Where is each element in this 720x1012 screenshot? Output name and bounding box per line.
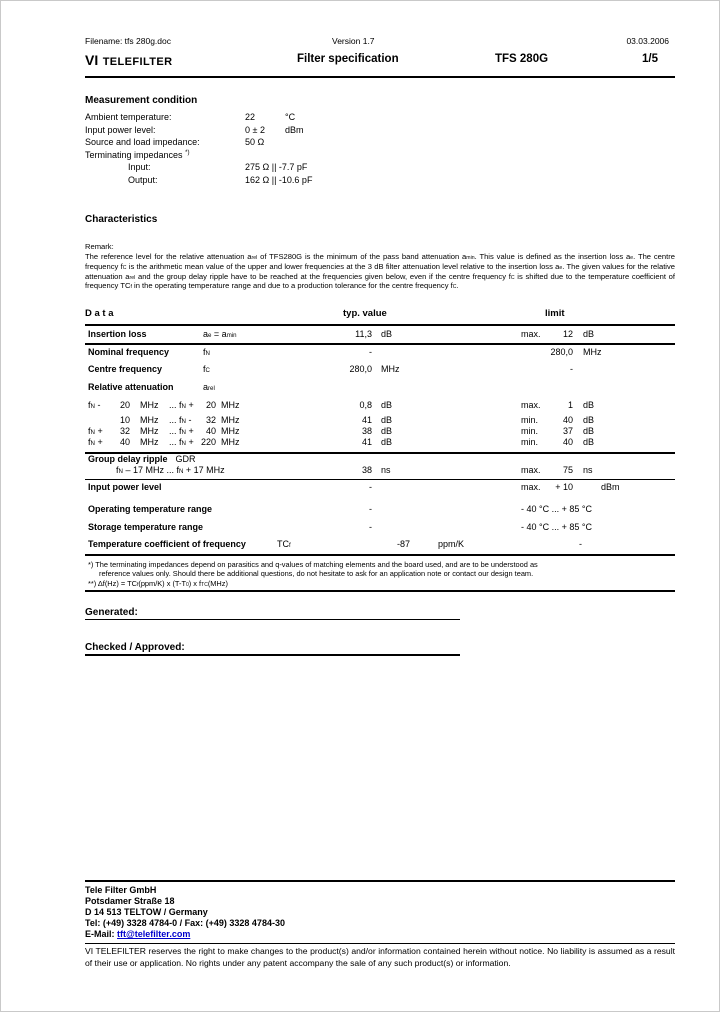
row-label: Ambient temperature:: [85, 112, 172, 122]
brand-name-text: TELEFILTER: [102, 56, 173, 68]
typ-value: 41: [361, 415, 372, 425]
limit-unit: dB: [583, 426, 595, 436]
range-unit1: MHz: [140, 426, 159, 436]
limit-unit: dB: [583, 329, 595, 339]
limit-prefix: max.: [521, 482, 541, 492]
characteristics-section: [85, 214, 675, 291]
brand-vi-text: VI: [85, 52, 99, 68]
limit-unit: MHz: [583, 347, 602, 357]
table-row-operating-temperature: [85, 504, 675, 515]
range-prefix: $f_N$ -: [88, 400, 101, 410]
range-unit1: MHz: [140, 437, 159, 447]
limit-value: 40: [562, 437, 573, 447]
document-title: Filter specification: [297, 53, 399, 65]
row-unit: dBm: [285, 124, 304, 135]
range-mid: ... $f_N$ +: [169, 400, 194, 410]
table-row-attenuation-range: [85, 400, 675, 411]
disclaimer-text: VI TELEFILTER reserves the right to make changes to the product(s) and/or information contained herein without notice. No liability is assumed as a result of their use or application. No rights under any patent accompany the sale of any such product(s) or information.: [85, 946, 675, 968]
row-value: 0 ± 2: [245, 124, 265, 135]
table-row-attenuation-range: [85, 437, 675, 448]
row-label: Input power level:: [85, 124, 156, 135]
typ-unit: dB: [381, 400, 393, 410]
range-prefix: $f_N$ +: [88, 437, 103, 447]
limit-value: - 40 °C ... + 85 °C: [521, 504, 592, 514]
checked-signature-line: [85, 654, 460, 656]
limit-value: 75: [562, 464, 573, 475]
row-value: 162 Ω || -10.6 pF: [245, 174, 313, 185]
limit-value: 37: [562, 426, 573, 436]
row-symbol: $f_C$: [203, 364, 210, 374]
row-label: Input power level: [88, 482, 162, 492]
typ-unit: dB: [381, 329, 393, 339]
table-row-centre-frequency: [85, 364, 675, 375]
range-unit1: MHz: [140, 415, 159, 425]
limit-unit: dB: [583, 415, 595, 425]
table-header-row: [85, 308, 675, 320]
col-header-limit: limit: [545, 308, 565, 319]
checked-approved-label: Checked / Approved:: [85, 642, 185, 654]
row-label: Relative attenuation: [88, 382, 174, 392]
measurement-row: [85, 111, 675, 124]
typ-unit: [372, 347, 521, 358]
typ-unit: ns: [381, 464, 391, 475]
row-label: Storage temperature range: [88, 522, 204, 532]
table-row-attenuation-range: [85, 426, 675, 437]
footnote-mark: *): [185, 148, 190, 156]
limit-prefix: max.: [521, 464, 541, 475]
range-mid: ... $f_N$ -: [169, 415, 192, 425]
table-rule: [85, 324, 675, 326]
typ-value: -: [369, 504, 372, 514]
measurement-row: [85, 124, 675, 137]
row-label: Output:: [128, 174, 158, 185]
limit-value: + 10: [555, 482, 573, 492]
typ-value: 38: [361, 464, 372, 475]
limit-value: -: [570, 364, 573, 374]
limit-unit: ns: [583, 464, 593, 475]
table-row-gdr-range: [85, 465, 675, 476]
range-unit2: MHz: [221, 415, 240, 425]
company-name: Tele Filter GmbH: [85, 884, 157, 895]
row-label: Operating temperature range: [88, 504, 213, 514]
measurement-row: [85, 136, 675, 149]
row-label: Input:: [128, 162, 151, 172]
limit-value: -: [579, 539, 582, 549]
page-number: 1/5: [642, 53, 658, 65]
header-divider: [85, 76, 675, 78]
typ-value: -: [369, 347, 372, 357]
typ-value: -87: [396, 539, 410, 549]
footnote-block: [85, 560, 675, 589]
table-row-insertion-loss: [85, 329, 675, 340]
row-symbol: $a_{rel}$: [203, 382, 215, 392]
typ-unit: ppm/K: [438, 539, 465, 549]
limit-prefix: [521, 347, 549, 358]
generated-label: Generated:: [85, 606, 138, 618]
range-freq2: 220: [200, 437, 216, 447]
filename-text: Filename: tfs 280g.doc: [85, 36, 171, 46]
row-symbol: $TC_f$: [277, 539, 291, 549]
typ-unit: dB: [381, 415, 393, 425]
typ-value: 38: [361, 426, 372, 436]
limit-value: 40: [562, 415, 573, 425]
table-row-attenuation-range: [85, 415, 675, 426]
range-prefix: $f_N$ +: [88, 426, 103, 436]
range-unit2: MHz: [221, 437, 240, 447]
row-label: Insertion loss: [88, 329, 147, 339]
measurement-subrow: [85, 174, 675, 187]
typ-value: 0,8: [359, 400, 372, 410]
col-header-typ: typ. value: [343, 308, 387, 319]
measurement-condition-section: [85, 95, 675, 186]
generated-signature-line: [85, 619, 460, 621]
limit-unit: dBm: [601, 482, 620, 492]
table-row-storage-temperature: [85, 522, 675, 533]
company-street: Potsdamer Straße 18: [85, 895, 175, 906]
brand-logo: [85, 52, 172, 69]
row-label: Temperature coefficient of frequency: [88, 539, 246, 549]
range-expression: $f_N - 17$ MHz ... $f_N + 17$ MHz: [116, 464, 225, 475]
email-label: E-Mail:: [85, 929, 115, 940]
limit-prefix: min.: [521, 415, 539, 425]
range-freq2: 32: [205, 415, 216, 425]
table-row-nominal-frequency: [85, 347, 675, 358]
row-label: Group delay ripple GDR: [88, 453, 196, 464]
table-row-relative-attenuation: [85, 382, 675, 393]
limit-value: 1: [567, 400, 573, 410]
row-label: Source and load impedance:: [85, 137, 200, 147]
limit-unit: dB: [583, 437, 595, 447]
table-rule: [85, 554, 675, 556]
footnote-rule: [85, 590, 675, 592]
table-row-group-delay-ripple: [85, 454, 675, 465]
row-unit: °C: [285, 112, 296, 122]
range-freq2: 20: [205, 400, 216, 410]
company-phone: Tel: (+49) 3328 4784-0 / Fax: (+49) 3328 4784-30: [85, 918, 285, 929]
limit-unit: dB: [583, 400, 595, 410]
table-rule: [85, 343, 675, 345]
footer-top-rule: [85, 880, 675, 882]
typ-unit: MHz: [381, 364, 400, 374]
part-number: TFS 280G: [495, 53, 549, 65]
range-prefix: [88, 415, 118, 426]
email-link[interactable]: tft@telefilter.com: [117, 929, 191, 940]
range-mid: ... $f_N$ +: [169, 437, 194, 447]
range-freq2: 40: [205, 426, 216, 436]
range-unit2: MHz: [221, 426, 240, 436]
table-row-tcf: [85, 539, 675, 550]
row-symbol: GDR: [175, 453, 196, 464]
col-header-data: D a t a: [85, 308, 114, 319]
typ-value: 11,3: [355, 329, 372, 339]
limit-value: 280,0: [550, 347, 573, 357]
range-freq1: 20: [119, 400, 130, 410]
page-footer: [85, 880, 675, 969]
limit-prefix: max.: [521, 329, 541, 339]
page-header: [85, 36, 675, 78]
table-row-input-power: [85, 482, 675, 493]
footnote-formula: **) $\Delta f(Hz) = TC_f(ppm/K)$ x $(T-T_0)$ x $f_{TC}(MHz)$: [88, 578, 228, 588]
measurement-subrow: [85, 161, 675, 174]
limit-value: - 40 °C ... + 85 °C: [521, 522, 592, 532]
footnote-line: *) The terminating impedances depend on parasitics and q-values of matching elements and the board used, and are to be understood as: [88, 559, 538, 569]
row-label: Terminating impedances *): [85, 148, 190, 160]
data-table: [85, 308, 675, 656]
row-symbol: $a_e = a_{min}$: [203, 329, 237, 339]
row-value: 22: [245, 112, 256, 122]
range-freq1: 40: [119, 437, 130, 447]
range-unit1: MHz: [140, 400, 159, 410]
range-freq1: 10: [119, 415, 130, 425]
typ-value: -: [369, 522, 372, 532]
row-value: 50 Ω: [245, 137, 265, 147]
company-city: D 14 513 TELTOW / Germany: [85, 906, 208, 917]
footnote-line: reference values only. Should there be additional questions, do not hesitate to ask for an application note or contact our design team.: [99, 569, 534, 579]
remark-paragraph: The reference level for the relative attenuation $a_{rel}$ of TFS280G is the minimum of the pass band attenuation $a_{min}$. This value is defined as the insertion loss $a_e$. The centre frequency $f_C$ is the arithmetic mean value of the upper and lower frequencies at the 3 dB filter attenuation level relative to the insertion loss $a_e$. The given values for the relative attenuation $a_{rel}$ and the group delay ripple have to be reached at the frequencies given below, even if the centre frequency $f_C$ is shifted due to the temperature coefficient of frequency $TC_f$ in the operating temperature range and due to a production tolerance for the centre frequency $f_C$.: [85, 252, 676, 291]
remark-label: Remark:: [85, 242, 114, 251]
typ-unit: dB: [381, 426, 393, 436]
section-heading: Characteristics: [85, 214, 158, 225]
row-symbol: $f_N$: [203, 347, 210, 357]
row-value: 275 Ω || -7.7 pF: [245, 162, 308, 172]
limit-value: 12: [562, 329, 573, 339]
limit-unit: [573, 364, 583, 375]
typ-value: -: [369, 482, 372, 492]
limit-prefix: max.: [521, 400, 541, 410]
typ-value: 41: [361, 437, 372, 447]
range-unit2: MHz: [221, 400, 240, 410]
limit-prefix: min.: [521, 437, 539, 447]
measurement-row: [85, 149, 675, 162]
row-label: Nominal frequency: [88, 347, 170, 357]
date-text: 03.03.2006: [626, 36, 669, 46]
version-text: Version 1.7: [332, 36, 375, 46]
range-freq1: 32: [119, 426, 130, 436]
table-rule: [85, 479, 675, 481]
typ-value: 280,0: [349, 364, 372, 374]
row-label: Centre frequency: [88, 364, 163, 374]
limit-prefix: min.: [521, 426, 539, 436]
range-mid: ... $f_N$ +: [169, 426, 194, 436]
section-heading: Measurement condition: [85, 95, 198, 106]
company-email-row: [85, 929, 675, 940]
typ-unit: dB: [381, 437, 393, 447]
footer-rule: [85, 943, 675, 945]
limit-prefix: [521, 364, 549, 375]
